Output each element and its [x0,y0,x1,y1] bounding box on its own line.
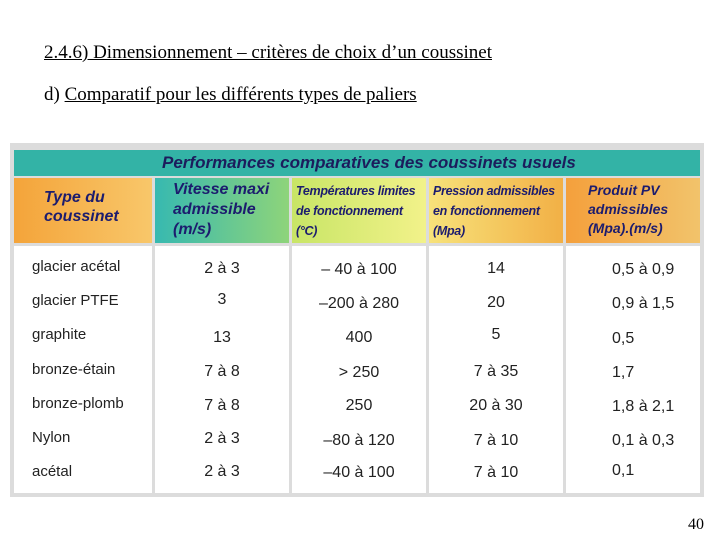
cell-type: glacier acétal [32,258,121,275]
header-type [14,178,152,243]
header-line: Pression admissibles [433,184,555,198]
table-banner-title: Performances comparatives des coussinets usuels [162,153,576,172]
cell-temperature: –200 à 280 [318,295,400,312]
cell-pression: 7 à 10 [473,432,519,449]
column-type [14,246,152,493]
cell-type: Nylon [32,429,71,446]
header-line: (Mpa).(m/s) [588,220,663,236]
cell-pv: 0,1 à 0,3 [612,432,675,449]
header-line: Températures limites [296,184,416,198]
header-line: admissibles [588,201,669,217]
cell-type: glacier PTFE [32,292,119,309]
subtitle-prefix: d) [44,84,65,105]
column-pression [429,246,563,493]
header-line: Vitesse maxi [173,181,270,198]
header-produit-pv [566,178,700,243]
cell-vitesse: 13 [213,329,231,346]
cell-pression: 14 [487,260,505,277]
cell-pression: 7 à 10 [473,464,519,481]
cell-pression: 7 à 35 [473,363,519,380]
cell-pv: 0,9 à 1,5 [612,295,675,312]
column-temperature [292,246,426,493]
cell-temperature: –40 à 100 [323,464,395,481]
cell-temperature: – 40 à 100 [321,261,397,278]
header-line: de fonctionnement [296,204,403,218]
cell-pression: 5 [491,326,501,343]
cell-pv: 1,7 [612,364,635,381]
header-temperature [292,178,426,243]
comparison-table [10,143,704,497]
column-produit-pv [566,246,700,493]
cell-pv: 0,5 à 0,9 [612,261,675,278]
cell-vitesse: 7 à 8 [204,397,240,414]
cell-temperature: –80 à 120 [323,432,395,449]
cell-vitesse: 2 à 3 [204,430,240,447]
header-vitesse [155,178,289,243]
cell-vitesse: 2 à 3 [204,463,240,480]
cell-temperature: 400 [345,329,373,346]
cell-temperature: > 250 [338,364,380,381]
column-vitesse [155,246,289,493]
cell-temperature: 250 [345,397,373,414]
cell-type: graphite [32,326,87,343]
cell-pression: 20 [487,294,505,311]
cell-type: bronze-étain [32,361,116,378]
cell-pression: 20 à 30 [469,397,523,414]
page-number: 40 [688,516,704,533]
header-line: en fonctionnement [433,204,540,218]
slide-subtitle [44,84,417,106]
header-line: coussinet [44,208,119,225]
subtitle-text: Comparatif pour les différents types de paliers [64,84,417,105]
table-banner [14,150,700,176]
slide-title: 2.4.6) Dimensionnement – critères de choix d’un coussinet [44,42,492,63]
header-line: (°C) [296,224,318,238]
header-line: Produit PV [588,182,660,198]
cell-type: bronze-plomb [32,395,124,412]
header-line: Type du [44,189,105,206]
cell-vitesse: 3 [217,291,227,308]
cell-pv: 0,5 [612,330,635,347]
cell-vitesse: 2 à 3 [204,260,240,277]
cell-pv: 0,1 [612,462,635,479]
header-pression [429,178,563,243]
header-line: admissible [173,201,256,218]
header-line: (m/s) [173,221,212,238]
cell-pv: 1,8 à 2,1 [612,398,675,415]
header-line: (Mpa) [433,224,465,238]
cell-vitesse: 7 à 8 [204,363,240,380]
cell-type: acétal [32,463,73,480]
